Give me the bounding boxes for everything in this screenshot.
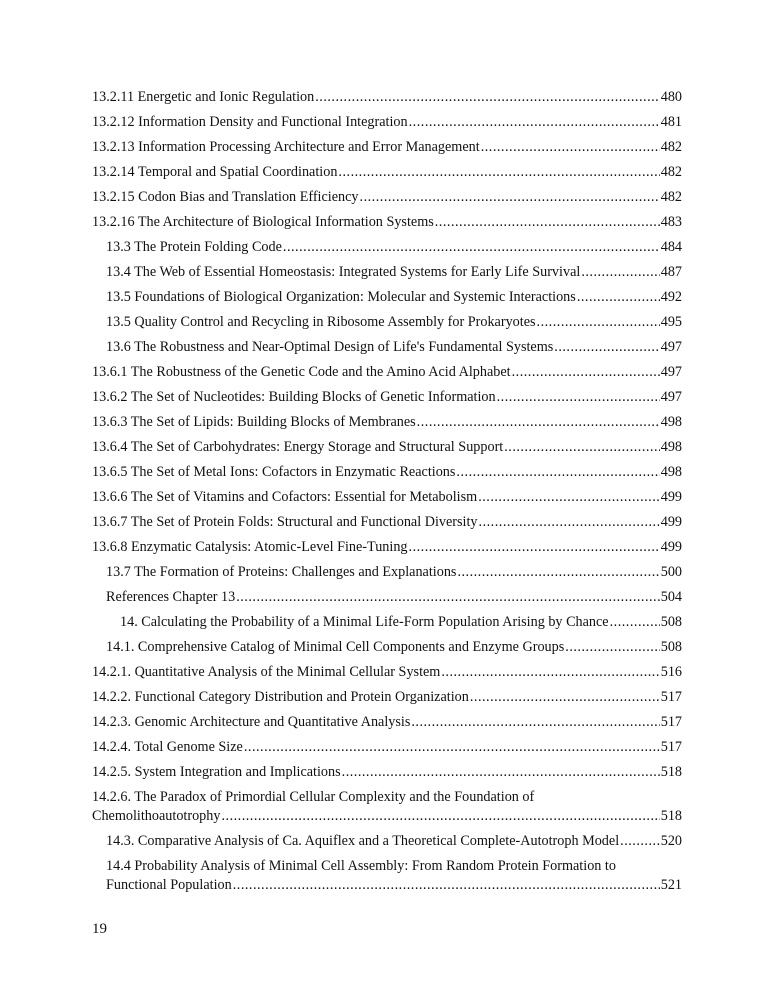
toc-entry-page-number: 482 [660, 189, 682, 205]
toc-entry-title: 14.3. Comparative Analysis of Ca. Aquiflex and a Theoretical Complete-Autotroph Model [106, 833, 620, 849]
toc-entry[interactable] [0, 188, 682, 207]
toc-entry[interactable] [0, 688, 682, 707]
toc-entry-page-number: 500 [660, 564, 682, 580]
toc-entry[interactable] [0, 288, 682, 307]
toc-entry-page-number: 508 [660, 639, 682, 655]
toc-entry-row [92, 763, 682, 782]
toc-entry-title: 14. Calculating the Probability of a Minimal Life-Form Population Arising by Chance [120, 614, 609, 630]
toc-entry-row [92, 388, 682, 407]
toc-entry-title: 13.3 The Protein Folding Code [106, 239, 282, 255]
toc-entry[interactable] [0, 638, 682, 657]
toc-entry-page-number: 498 [660, 414, 682, 430]
dot-leader [409, 113, 660, 132]
dot-leader [315, 88, 660, 107]
toc-entry[interactable] [0, 613, 682, 632]
toc-entry-row [92, 688, 682, 707]
toc-entry-row [106, 638, 682, 657]
toc-entry-row [106, 238, 682, 257]
toc-entry-row [92, 463, 682, 482]
toc-entry-row [92, 138, 682, 157]
dot-leader [233, 876, 660, 895]
dot-leader [479, 513, 660, 532]
toc-entry-page-number: 504 [660, 589, 682, 605]
toc-entry-title: 13.6.7 The Set of Protein Folds: Structural and Functional Diversity [92, 514, 478, 530]
dot-leader [565, 638, 659, 657]
toc-entry-title: 14.2.4. Total Genome Size [92, 739, 243, 755]
toc-entry[interactable] [0, 857, 682, 895]
toc-entry-title: 14.2.2. Functional Category Distribution and Protein Organization [92, 689, 469, 705]
toc-entry-row [120, 613, 682, 632]
dot-leader [577, 288, 660, 307]
toc-entry[interactable] [0, 832, 682, 851]
dot-leader [342, 763, 660, 782]
toc-entry-row [92, 488, 682, 507]
dot-leader [457, 563, 659, 582]
toc-entry-page-number: 517 [660, 689, 682, 705]
toc-entry[interactable] [0, 413, 682, 432]
toc-entry-title-first-line: 14.2.6. The Paradox of Primordial Cellular Complexity and the Foundation of [92, 789, 535, 805]
toc-entry-title: 14.1. Comprehensive Catalog of Minimal Cell Components and Enzyme Groups [106, 639, 565, 655]
dot-leader [497, 388, 660, 407]
dot-leader [610, 613, 660, 632]
toc-entry-page-number: 482 [660, 164, 682, 180]
toc-entry[interactable] [0, 438, 682, 457]
toc-entry-title: 13.6.5 The Set of Metal Ions: Cofactors in Enzymatic Reactions [92, 464, 456, 480]
dot-leader [481, 138, 660, 157]
dot-leader [283, 238, 660, 257]
toc-entry[interactable] [0, 713, 682, 732]
table-of-contents [0, 88, 773, 901]
toc-entry-title: 13.2.11 Energetic and Ionic Regulation [92, 89, 315, 105]
toc-entry-title: 14.2.1. Quantitative Analysis of the Minimal Cellular System [92, 664, 441, 680]
toc-entry[interactable] [0, 463, 682, 482]
toc-entry-page-number: 499 [660, 539, 682, 555]
toc-entry[interactable] [0, 663, 682, 682]
toc-entry-page-number: 497 [660, 389, 682, 405]
toc-entry-row [92, 88, 682, 107]
dot-leader [221, 807, 659, 826]
toc-entry-page-number: 498 [660, 439, 682, 455]
toc-entry-page-number: 516 [660, 664, 682, 680]
toc-entry-title: 13.6 The Robustness and Near-Optimal Design of Life's Fundamental Systems [106, 339, 554, 355]
dot-leader [441, 663, 659, 682]
toc-entry-title: References Chapter 13 [106, 589, 236, 605]
toc-entry-title: 13.2.13 Information Processing Architecture and Error Management [92, 139, 480, 155]
toc-entry[interactable] [0, 163, 682, 182]
toc-entry[interactable] [0, 338, 682, 357]
toc-entry[interactable] [0, 788, 682, 826]
toc-entry[interactable] [0, 263, 682, 282]
toc-entry-title: 13.6.8 Enzymatic Catalysis: Atomic-Level Fine-Tuning [92, 539, 408, 555]
dot-leader [537, 313, 660, 332]
dot-leader [411, 713, 659, 732]
dot-leader [470, 688, 660, 707]
toc-entry[interactable] [0, 238, 682, 257]
toc-entry-row [92, 663, 682, 682]
toc-entry[interactable] [0, 213, 682, 232]
toc-entry[interactable] [0, 563, 682, 582]
toc-entry-page-number: 497 [660, 364, 682, 380]
toc-entry[interactable] [0, 113, 682, 132]
toc-entry-row [106, 313, 682, 332]
toc-entry-page-number: 492 [660, 289, 682, 305]
toc-entry-page-number: 481 [660, 114, 682, 130]
toc-entry-row [92, 363, 682, 382]
toc-entry-row [92, 713, 682, 732]
toc-entry-row [106, 288, 682, 307]
toc-entry-title: Chemolithoautotrophy [92, 808, 221, 824]
toc-entry-row [92, 538, 682, 557]
toc-entry-row [92, 513, 682, 532]
dot-leader [504, 438, 659, 457]
toc-entry-page-number: 487 [660, 264, 682, 280]
dot-leader [554, 338, 659, 357]
toc-entry[interactable] [0, 388, 682, 407]
toc-entry[interactable] [0, 488, 682, 507]
toc-entry-title: 14.2.3. Genomic Architecture and Quantitative Analysis [92, 714, 411, 730]
toc-entry-title: 13.2.16 The Architecture of Biological Information Systems [92, 214, 434, 230]
toc-entry-title: 13.2.12 Information Density and Functional Integration [92, 114, 408, 130]
toc-entry-title: 13.2.15 Codon Bias and Translation Efficiency [92, 189, 359, 205]
toc-entry-row [92, 738, 682, 757]
toc-entry-title: 13.6.1 The Robustness of the Genetic Code and the Amino Acid Alphabet [92, 364, 511, 380]
toc-entry-page-number: 482 [660, 139, 682, 155]
dot-leader [478, 488, 660, 507]
toc-entry[interactable] [0, 738, 682, 757]
dot-leader [360, 188, 660, 207]
toc-entry-row [92, 807, 682, 826]
dot-leader [581, 263, 659, 282]
toc-entry-page-number: 483 [660, 214, 682, 230]
dot-leader [456, 463, 659, 482]
dot-leader [435, 213, 660, 232]
toc-entry-page-number: 495 [660, 314, 682, 330]
page-number: 19 [92, 921, 107, 937]
toc-entry-title: 14.2.5. System Integration and Implications [92, 764, 341, 780]
toc-entry-title: 13.6.2 The Set of Nucleotides: Building Blocks of Genetic Information [92, 389, 496, 405]
toc-entry-row [106, 563, 682, 582]
dot-leader [417, 413, 660, 432]
toc-entry[interactable] [0, 763, 682, 782]
toc-entry-page-number: 520 [660, 833, 682, 849]
toc-entry-page-number: 499 [660, 489, 682, 505]
toc-entry-page-number: 521 [660, 877, 682, 893]
toc-entry-title: Functional Population [106, 877, 232, 893]
toc-entry-page-number: 499 [660, 514, 682, 530]
toc-entry-row [92, 413, 682, 432]
toc-entry[interactable] [0, 88, 682, 107]
toc-entry-title: 13.6.4 The Set of Carbohydrates: Energy Storage and Structural Support [92, 439, 504, 455]
toc-entry-row [92, 188, 682, 207]
dot-leader [338, 163, 659, 182]
toc-entry-row [106, 876, 682, 895]
toc-entry[interactable] [0, 588, 682, 607]
toc-entry-page-number: 484 [660, 239, 682, 255]
toc-entry-row [106, 338, 682, 357]
dot-leader [244, 738, 660, 757]
toc-entry-row [92, 213, 682, 232]
toc-entry-title: 13.2.14 Temporal and Spatial Coordination [92, 164, 338, 180]
dot-leader [236, 588, 660, 607]
toc-entry-row [92, 113, 682, 132]
toc-entry-title: 13.7 The Formation of Proteins: Challenges and Explanations [106, 564, 457, 580]
toc-entry-page-number: 518 [660, 764, 682, 780]
dot-leader [620, 832, 660, 851]
toc-entry-row [106, 832, 682, 851]
dot-leader [409, 538, 660, 557]
toc-entry-title: 13.5 Quality Control and Recycling in Ribosome Assembly for Prokaryotes [106, 314, 536, 330]
toc-entry-row [92, 438, 682, 457]
toc-entry-page-number: 497 [660, 339, 682, 355]
toc-entry-page-number: 508 [660, 614, 682, 630]
toc-entry-title-first-line: 14.4 Probability Analysis of Minimal Cell Assembly: From Random Protein Formation to [106, 858, 616, 874]
toc-entry-row [92, 163, 682, 182]
toc-entry-page-number: 518 [660, 808, 682, 824]
toc-entry[interactable] [0, 313, 682, 332]
toc-entry-title: 13.6.3 The Set of Lipids: Building Blocks of Membranes [92, 414, 416, 430]
toc-entry-row [106, 263, 682, 282]
toc-entry-row [106, 588, 682, 607]
toc-entry-title: 13.5 Foundations of Biological Organization: Molecular and Systemic Interactions [106, 289, 576, 305]
toc-entry[interactable] [0, 363, 682, 382]
toc-entry[interactable] [0, 513, 682, 532]
dot-leader [512, 363, 660, 382]
toc-entry-page-number: 517 [660, 714, 682, 730]
toc-entry[interactable] [0, 138, 682, 157]
toc-entry-title: 13.4 The Web of Essential Homeostasis: Integrated Systems for Early Life Survival [106, 264, 581, 280]
toc-entry-page-number: 480 [660, 89, 682, 105]
toc-entry-page-number: 517 [660, 739, 682, 755]
toc-entry[interactable] [0, 538, 682, 557]
toc-entry-title: 13.6.6 The Set of Vitamins and Cofactors: Essential for Metabolism [92, 489, 478, 505]
toc-entry-page-number: 498 [660, 464, 682, 480]
